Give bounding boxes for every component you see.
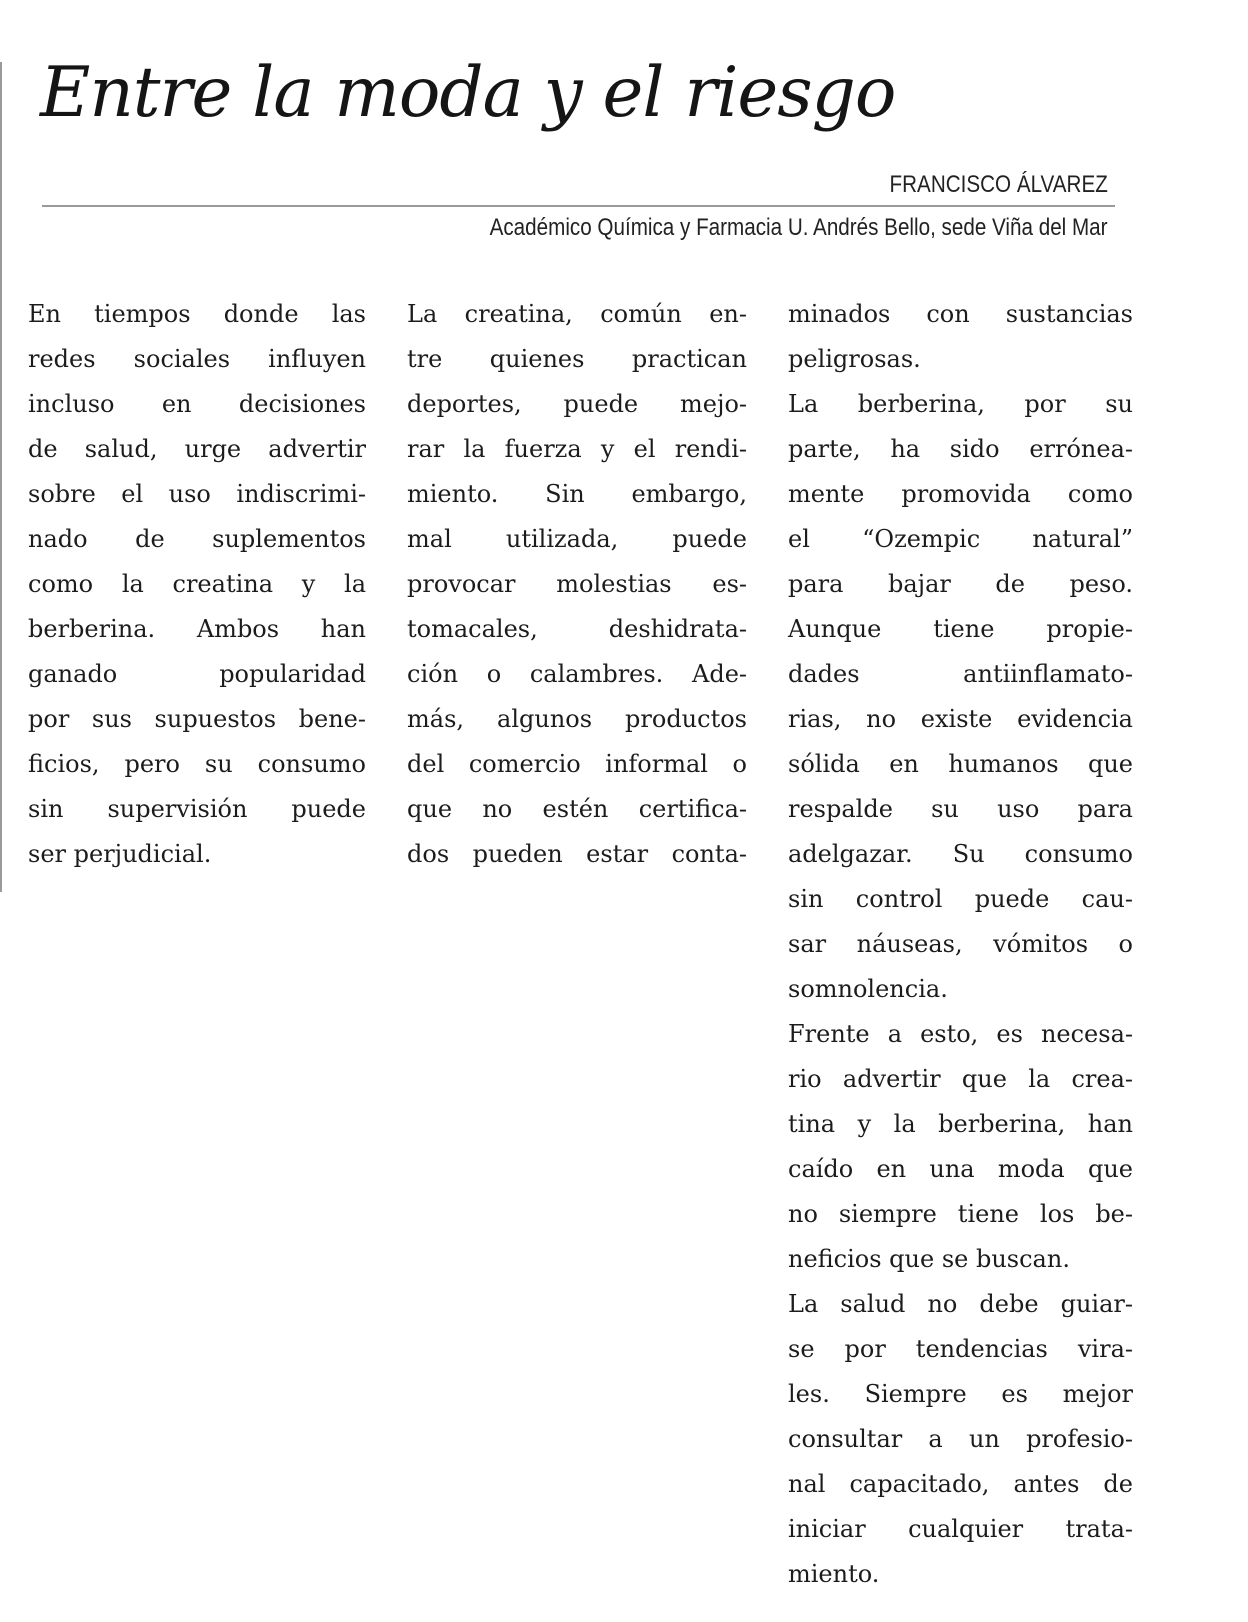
text-line: mal utilizada, puede xyxy=(407,525,747,553)
text-line: berberina. Ambos han xyxy=(28,615,366,643)
text-line: nado de suplementos xyxy=(28,525,366,553)
text-line: sin supervisión puede xyxy=(28,795,366,823)
text-line: les. Siempre es mejor xyxy=(788,1380,1133,1408)
text-line: más, algunos productos xyxy=(407,705,747,733)
article-column-3 xyxy=(788,292,1133,1597)
text-line: dades antiinflamato- xyxy=(788,660,1133,688)
text-line: no siempre tiene los be- xyxy=(788,1200,1133,1228)
author-name: FRANCISCO ÁLVAREZ xyxy=(889,171,1108,198)
text-line: En tiempos donde las xyxy=(28,300,366,328)
text-line: minados con sustancias xyxy=(788,300,1133,328)
text-line: redes sociales influyen xyxy=(28,345,366,373)
author-role: Académico Química y Farmacia U. Andrés Bello, sede Viña del Mar xyxy=(490,214,1108,241)
text-line: de salud, urge advertir xyxy=(28,435,366,463)
text-line: rias, no existe evidencia xyxy=(788,705,1133,733)
text-line: ganado popularidad xyxy=(28,660,366,688)
text-line: peligrosas. xyxy=(788,345,921,373)
text-line: el “Ozempic natural” xyxy=(788,525,1133,553)
text-line: rio advertir que la crea- xyxy=(788,1065,1133,1093)
text-line: tre quienes practican xyxy=(407,345,747,373)
text-line: La salud no debe guiar- xyxy=(788,1290,1133,1318)
text-line: adelgazar. Su consumo xyxy=(788,840,1133,868)
text-line: caído en una moda que xyxy=(788,1155,1133,1183)
text-line: para bajar de peso. xyxy=(788,570,1133,598)
text-line: miento. xyxy=(788,1560,880,1588)
text-line: sobre el uso indiscrimi- xyxy=(28,480,366,508)
text-line: provocar molestias es- xyxy=(407,570,747,598)
text-line: Aunque tiene propie- xyxy=(788,615,1133,643)
article-column-2 xyxy=(407,292,747,877)
text-line: parte, ha sido errónea- xyxy=(788,435,1133,463)
text-line: rar la fuerza y el rendi- xyxy=(407,435,747,463)
text-line: respalde su uso para xyxy=(788,795,1133,823)
text-line: se por tendencias vira- xyxy=(788,1335,1133,1363)
article-column-1 xyxy=(28,292,366,877)
text-line: por sus supuestos bene- xyxy=(28,705,366,733)
text-line: sin control puede cau- xyxy=(788,885,1133,913)
left-margin-rule xyxy=(0,62,2,892)
text-line: iniciar cualquier trata- xyxy=(788,1515,1133,1543)
text-line: neficios que se buscan. xyxy=(788,1245,1070,1273)
text-line: tina y la berberina, han xyxy=(788,1110,1133,1138)
text-line: ser perjudicial. xyxy=(28,840,212,868)
text-line: nal capacitado, antes de xyxy=(788,1470,1133,1498)
text-line: ficios, pero su consumo xyxy=(28,750,366,778)
text-line: miento. Sin embargo, xyxy=(407,480,747,508)
text-line: Frente a esto, es necesa- xyxy=(788,1020,1133,1048)
text-line: incluso en decisiones xyxy=(28,390,366,418)
text-line: sólida en humanos que xyxy=(788,750,1133,778)
article-headline: Entre la moda y el riesgo xyxy=(40,53,896,133)
text-line: sar náuseas, vómitos o xyxy=(788,930,1133,958)
text-line: deportes, puede mejo- xyxy=(407,390,747,418)
text-line: del comercio informal o xyxy=(407,750,747,778)
text-line: ción o calambres. Ade- xyxy=(407,660,747,688)
text-line: somnolencia. xyxy=(788,975,948,1003)
text-line: consultar a un profesio- xyxy=(788,1425,1133,1453)
text-line: dos pueden estar conta- xyxy=(407,840,747,868)
text-line: La creatina, común en- xyxy=(407,300,747,328)
byline-divider xyxy=(42,205,1115,207)
text-line: La berberina, por su xyxy=(788,390,1133,418)
text-line: que no estén certifica- xyxy=(407,795,747,823)
text-line: como la creatina y la xyxy=(28,570,366,598)
text-line: tomacales, deshidrata- xyxy=(407,615,747,643)
text-line: mente promovida como xyxy=(788,480,1133,508)
